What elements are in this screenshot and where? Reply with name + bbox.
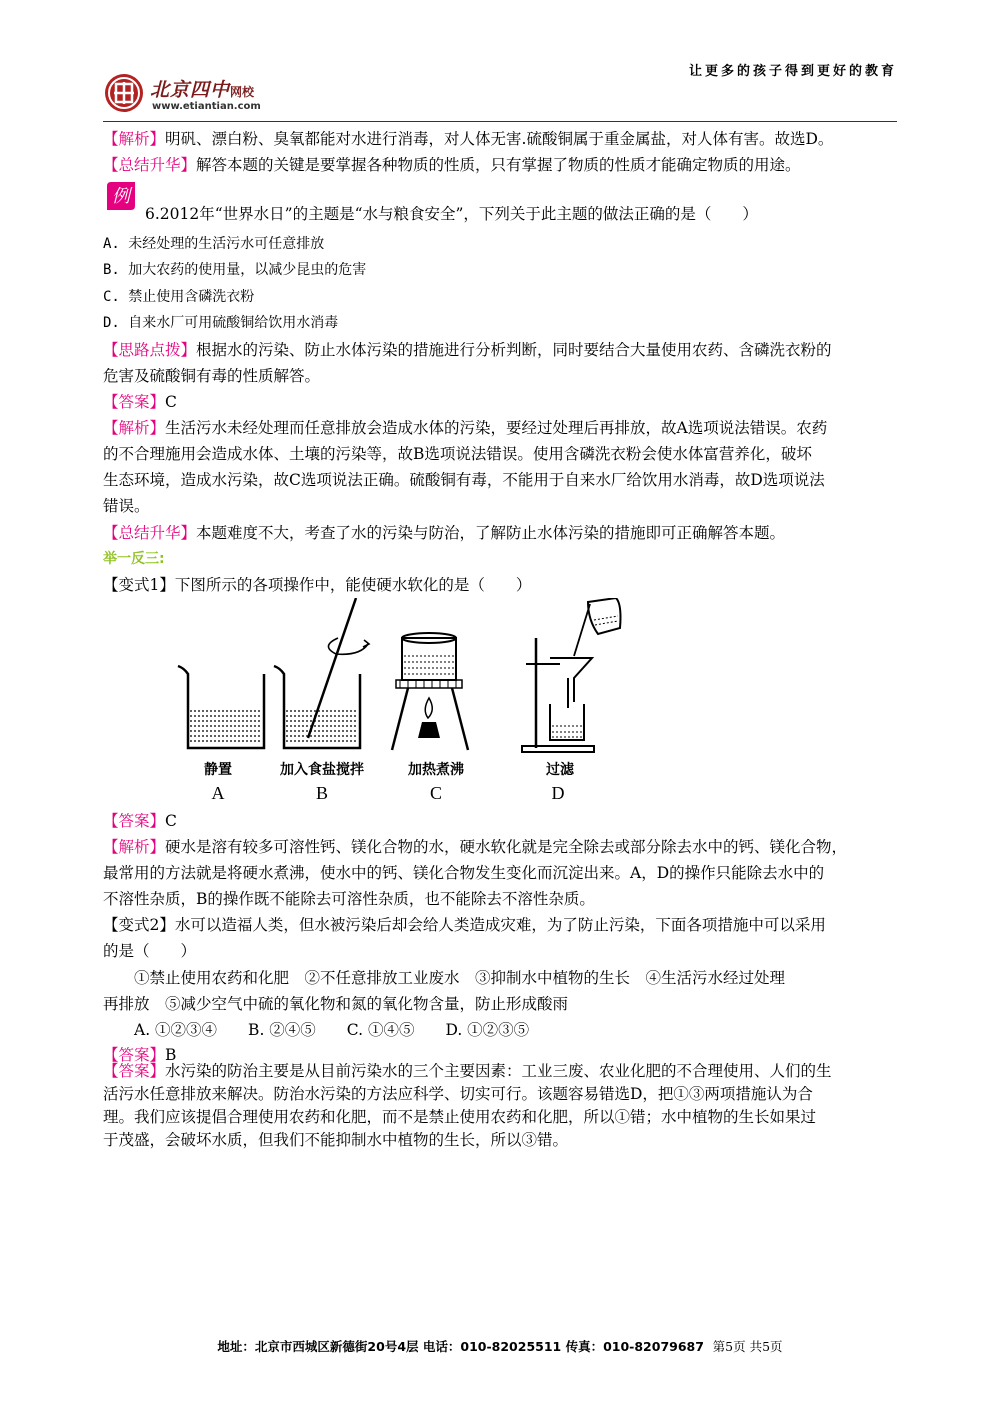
school-logo-icon xyxy=(104,73,144,113)
question-6: 6.2012年“世界水日”的主题是“水与粮食安全”，下列关于此主题的做法正确的是（ ） xyxy=(145,205,758,223)
practice-heading: 举一反三: xyxy=(103,551,165,567)
hint-line-2: 危害及硫酸铜有毒的性质解答。 xyxy=(103,367,321,385)
caption-b: 加入食盐搅拌 xyxy=(280,762,364,778)
option-d: D. 自来水厂可用硫酸铜给饮用水消毒 xyxy=(103,315,339,331)
variant-2-question-1: 【变式2】水可以造福人类，但水被污染后却会给人类造成灾难，为了防止污染，下面各项措施中可以采用 xyxy=(103,916,826,934)
variant-2-explanation-2: 活污水任意排放来解决。防治水污染的方法应科学、切实可行。该题容易错选D，把①③两项措施认为合 xyxy=(103,1085,813,1103)
variant-1-analysis-1: 【解析】硬水是溶有较多可溶性钙、镁化合物的水，硬水软化就是完全除去或部分除去水中的钙、镁化合物， xyxy=(103,838,848,856)
analysis-2-line-3: 生态环境，造成水污染，故C选项说法正确。硫酸铜有毒，不能用于自来水厂给饮用水消毒，故D选项说法 xyxy=(103,471,825,489)
variant-2-measures-1: ①禁止使用农药和化肥 ②不任意排放工业废水 ③抑制水中植物的生长 ④生活污水经过处理 xyxy=(103,969,786,987)
filtration-setup-icon xyxy=(522,598,621,752)
variant-1-analysis-2: 最常用的方法就是将硬水煮沸，使水中的钙、镁化合物发生变化而沉淀出来。A，D的操作只能除去水中的 xyxy=(103,864,825,882)
footer-address: 地址：北京市西城区新德街20号4层 电话：010-82025511 传真：010-82079687 xyxy=(217,1339,704,1354)
option-b: B. 加大农药的使用量，以减少昆虫的危害 xyxy=(103,262,367,278)
variant-2-explanation-3: 理。我们应该提倡合理使用农药和化肥，而不是禁止使用农药和化肥，所以①错；水中植物的生长如果过 xyxy=(103,1108,817,1126)
variant-2-answer: 【答案】B xyxy=(103,1046,177,1064)
variant-1-answer: 【答案】C xyxy=(103,812,177,830)
summary-2-line: 【总结升华】本题难度不大，考查了水的污染与防治，了解防止水体污染的措施即可正确解答本题。 xyxy=(103,524,786,542)
label-d: D xyxy=(551,783,565,803)
analysis-2-line-2: 的不合理施用会造成水体、土壤的污染等，故B选项说法错误。使用含磷洗衣粉会使水体富营养化，破坏 xyxy=(103,445,812,463)
caption-d: 过滤 xyxy=(546,762,574,778)
label-a: A xyxy=(211,783,225,803)
analysis-line: 【解析】明矾、漂白粉、臭氧都能对水进行消毒，对人体无害.硫酸铜属于重金属盐，对人体有害。故选D。 xyxy=(103,130,834,148)
page-footer xyxy=(0,1337,1000,1355)
svg-text:例: 例 xyxy=(112,186,130,207)
label-c: C xyxy=(429,783,442,803)
header-rule xyxy=(103,121,897,122)
footer-page-number: 第5页 共5页 xyxy=(712,1339,783,1354)
option-a: A. 未经处理的生活污水可任意排放 xyxy=(103,236,325,252)
answer-line: 【答案】C xyxy=(103,393,177,411)
logo-name: 北京四中网校 xyxy=(150,79,255,101)
variant-1-analysis-3: 不溶性杂质，B的操作既不能除去可溶性杂质，也不能除去不溶性杂质。 xyxy=(103,890,595,908)
lab-operations-figure xyxy=(170,598,640,758)
variant-2-question-2: 的是（ ） xyxy=(103,942,197,960)
summary-line: 【总结升华】解答本题的关键是要掌握各种物质的性质，只有掌握了物质的性质才能确定物质的用途。 xyxy=(103,156,801,174)
variant-2-explanation-1: 【答案】水污染的防治主要是从目前污染水的三个主要因素：工业三废、农业化肥的不合理使用、人们的生 xyxy=(103,1062,832,1080)
variant-2-options: A. ①②③④ B. ②④⑤ C. ①④⑤ D. ①②③⑤ xyxy=(103,1021,530,1039)
variant-2-explanation-4: 于茂盛，会破坏水质，但我们不能抑制水中植物的生长，所以③错。 xyxy=(103,1131,569,1149)
caption-a: 静置 xyxy=(204,762,232,778)
option-c: C. 禁止使用含磷洗衣粉 xyxy=(103,289,255,305)
logo-url: www.etiantian.com xyxy=(152,101,261,112)
beaker-static-icon xyxy=(178,666,264,748)
analysis-2-line-4: 错误。 xyxy=(103,497,150,515)
beaker-stirring-icon xyxy=(274,598,369,748)
heating-setup-icon xyxy=(392,633,468,750)
analysis-2-line-1: 【解析】生活污水未经处理而任意排放会造成水体的污染，要经过处理后再排放，故A选项说法错误。农药 xyxy=(103,419,828,437)
hint-line-1: 【思路点拨】根据水的污染、防止水体污染的措施进行分析判断，同时要结合大量使用农药、含磷洗衣粉的 xyxy=(103,341,832,359)
variant-1-question: 【变式1】下图所示的各项操作中，能使硬水软化的是（ ） xyxy=(103,576,532,594)
example-badge-icon xyxy=(105,180,137,212)
header-slogan: 让更多的孩子得到更好的教育 xyxy=(688,64,897,79)
label-b: B xyxy=(315,783,328,803)
variant-2-measures-2: 再排放 ⑤减少空气中硫的氧化物和氮的氧化物含量，防止形成酸雨 xyxy=(103,995,569,1013)
caption-c: 加热煮沸 xyxy=(408,762,464,778)
